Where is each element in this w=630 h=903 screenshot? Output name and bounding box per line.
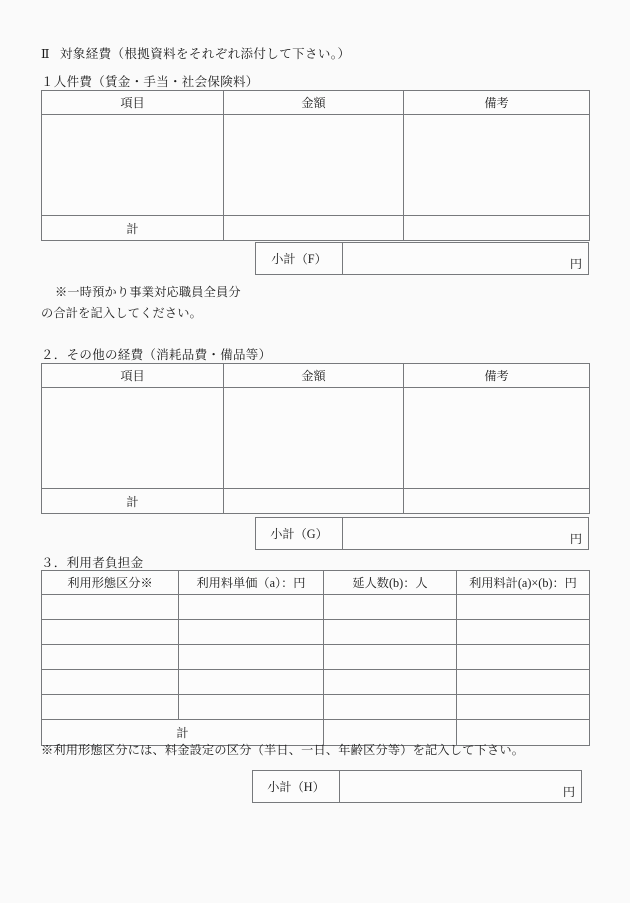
total-label: 計 <box>42 489 224 514</box>
total-label: 計 <box>42 720 324 746</box>
section-1-title: １人件費（賃金・手当・社会保険料） <box>41 75 259 89</box>
section-1-note-line-1: ※一時預かり事業対応職員全員分 <box>55 285 241 299</box>
cell-unit-price[interactable] <box>179 670 324 695</box>
cell-fee-total[interactable] <box>457 620 590 645</box>
table-row <box>42 388 590 489</box>
page-title-text: 対象経費（根拠資料をそれぞれ添付して下さい。） <box>59 47 351 61</box>
page-title-numeral: Ⅱ <box>41 47 50 61</box>
table-header-row <box>42 364 590 388</box>
cell-person-count[interactable] <box>324 695 457 720</box>
cell-fee-total[interactable] <box>457 645 590 670</box>
total-label: 計 <box>42 216 224 241</box>
column-header-item: 項目 <box>42 91 224 115</box>
total-amount[interactable] <box>224 489 404 514</box>
section-3-title: ３．利用者負担金 <box>41 556 144 570</box>
section-2-title: ２．その他の経費（消耗品費・備品等） <box>41 348 272 362</box>
cell-person-count[interactable] <box>324 645 457 670</box>
subtotal-h-box <box>252 770 582 803</box>
cell-item[interactable] <box>42 388 224 489</box>
cell-fee-total[interactable] <box>457 695 590 720</box>
subtotal-h-label: 小計（H） <box>253 771 340 802</box>
table-header-row <box>42 91 590 115</box>
table-header-row <box>42 571 590 595</box>
page-title <box>41 44 350 62</box>
column-header-person-count: 延人数(b)：人 <box>324 571 457 595</box>
total-remarks[interactable] <box>404 489 590 514</box>
cell-usage-type[interactable] <box>42 670 179 695</box>
table-row <box>42 115 590 216</box>
column-header-usage-type: 利用形態区分※ <box>42 571 179 595</box>
cell-amount[interactable] <box>224 388 404 489</box>
column-header-item: 項目 <box>42 364 224 388</box>
cell-item[interactable] <box>42 115 224 216</box>
table-row <box>42 670 590 695</box>
cell-usage-type[interactable] <box>42 645 179 670</box>
table-row <box>42 695 590 720</box>
cell-person-count[interactable] <box>324 595 457 620</box>
cell-person-count[interactable] <box>324 670 457 695</box>
column-header-unit-price: 利用料単価（a）：円 <box>179 571 324 595</box>
table-row <box>42 620 590 645</box>
cell-unit-price[interactable] <box>179 695 324 720</box>
subtotal-g-value[interactable] <box>343 518 588 549</box>
cell-fee-total[interactable] <box>457 670 590 695</box>
cell-usage-type[interactable] <box>42 595 179 620</box>
subtotal-g-box <box>255 517 589 550</box>
table-total-row <box>42 489 590 514</box>
cell-unit-price[interactable] <box>179 595 324 620</box>
user-fee-table <box>41 570 590 746</box>
cell-usage-type[interactable] <box>42 620 179 645</box>
section-3-note: ※利用形態区分には、料金設定の区分（半日、一日、年齢区分等）を記入して下さい。 <box>41 743 525 757</box>
table-total-row <box>42 216 590 241</box>
currency-unit: 円 <box>569 532 582 546</box>
column-header-fee-total: 利用料計(a)×(b)：円 <box>457 571 590 595</box>
total-remarks[interactable] <box>404 216 590 241</box>
cell-fee-total[interactable] <box>457 595 590 620</box>
section-1-note-line-2: の合計を記入してください。 <box>41 306 203 320</box>
cell-unit-price[interactable] <box>179 620 324 645</box>
other-expense-table <box>41 363 590 514</box>
subtotal-f-box <box>255 242 589 275</box>
column-header-remarks: 備考 <box>404 91 590 115</box>
cell-remarks[interactable] <box>404 388 590 489</box>
currency-unit: 円 <box>562 785 575 799</box>
column-header-amount: 金額 <box>224 364 404 388</box>
cell-usage-type[interactable] <box>42 695 179 720</box>
cell-person-count[interactable] <box>324 620 457 645</box>
currency-unit: 円 <box>569 257 582 271</box>
column-header-amount: 金額 <box>224 91 404 115</box>
cell-amount[interactable] <box>224 115 404 216</box>
subtotal-h-value[interactable] <box>340 771 581 802</box>
subtotal-f-value[interactable] <box>343 243 588 274</box>
personnel-expense-table <box>41 90 590 241</box>
subtotal-g-label: 小計（G） <box>256 518 343 549</box>
total-amount[interactable] <box>224 216 404 241</box>
column-header-remarks: 備考 <box>404 364 590 388</box>
table-row <box>42 645 590 670</box>
cell-unit-price[interactable] <box>179 645 324 670</box>
cell-remarks[interactable] <box>404 115 590 216</box>
table-row <box>42 595 590 620</box>
subtotal-f-label: 小計（F） <box>256 243 343 274</box>
